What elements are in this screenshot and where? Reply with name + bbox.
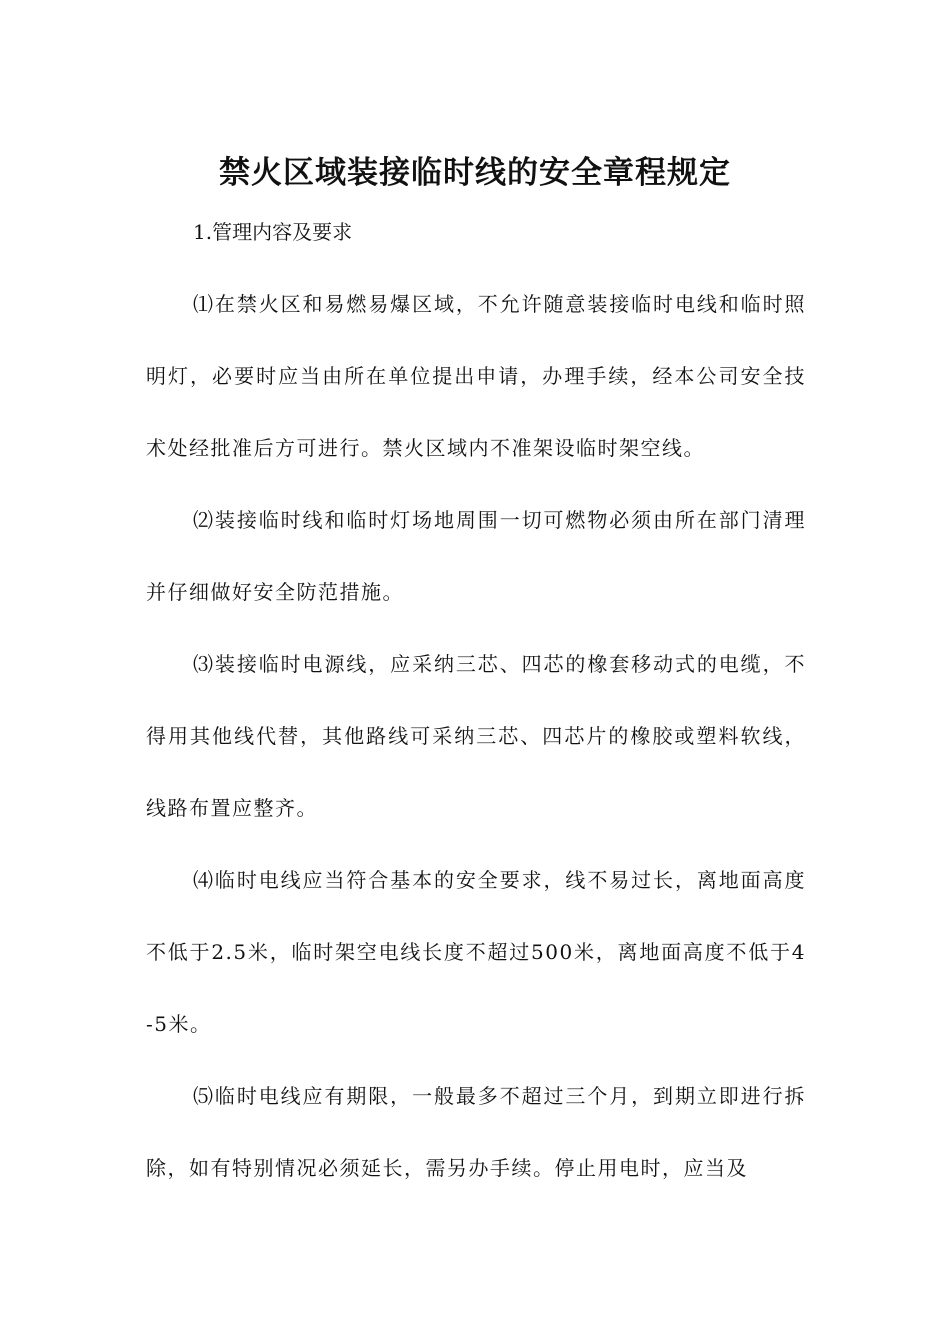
paragraph-5: ⑸临时电线应有期限，一般最多不超过三个月，到期立即进行拆除，如有特别情况必须延长，需另办手续。停止用电时，应当及 [146, 1084, 806, 1180]
paragraph-1: ⑴在禁火区和易燃易爆区域，不允许随意装接临时电线和临时照明灯，必要时应当由所在单位提出申请，办理手续，经本公司安全技术处经批准后方可进行。禁火区域内不准架设临时架空线。 [146, 292, 806, 460]
paragraph-2: ⑵装接临时线和临时灯场地周围一切可燃物必须由所在部门清理并仔细做好安全防范措施。 [146, 508, 806, 604]
document-body [146, 196, 806, 1204]
paragraph-4: ⑷临时电线应当符合基本的安全要求，线不易过长，离地面高度不低于2.5米，临时架空电线长度不超过500米，离地面高度不低于4-5米。 [146, 868, 806, 1036]
paragraph-3: ⑶装接临时电源线，应采纳三芯、四芯的橡套移动式的电缆，不得用其他线代替，其他路线可采纳三芯、四芯片的橡胶或塑料软线，线路布置应整齐。 [146, 652, 806, 820]
document-title: 禁火区域装接临时线的安全章程规定 [219, 154, 731, 191]
section-heading: 1.管理内容及要求 [193, 220, 353, 244]
